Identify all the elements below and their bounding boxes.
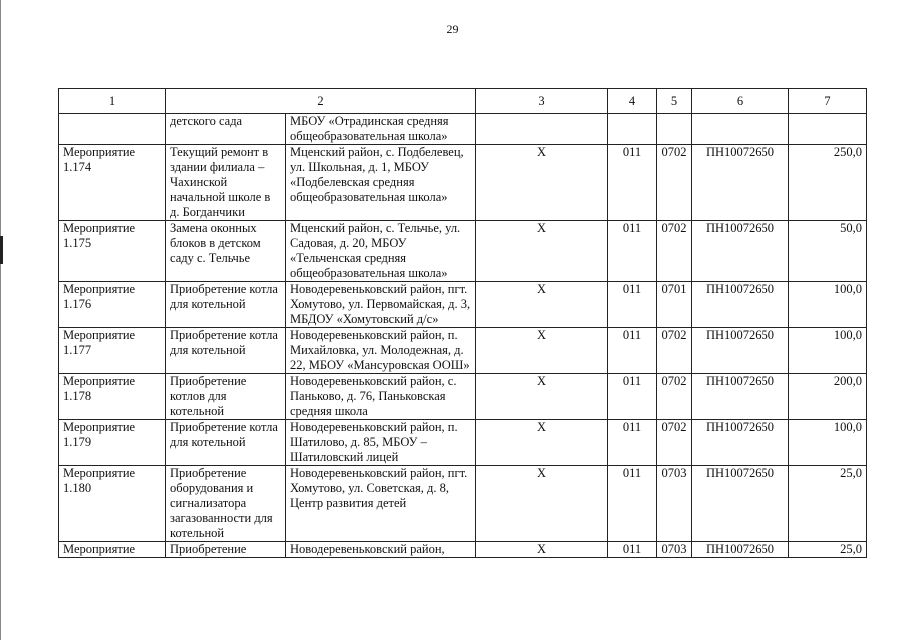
activity-name-cell: Приобретение котлов для котельной bbox=[166, 374, 286, 420]
col4-cell: 011 bbox=[608, 282, 657, 328]
header-col-4: 4 bbox=[608, 89, 657, 114]
amount-cell: 25,0 bbox=[789, 542, 867, 558]
activity-id-cell: Мероприятие 1.179 bbox=[59, 420, 166, 466]
continuation-cell-2a: детского сада bbox=[166, 114, 286, 145]
header-col-3: 3 bbox=[476, 89, 608, 114]
col4-cell: 011 bbox=[608, 221, 657, 282]
col5-cell: 0701 bbox=[657, 282, 692, 328]
activity-id-cell: Мероприятие bbox=[59, 542, 166, 558]
col5-cell: 0702 bbox=[657, 221, 692, 282]
col3-cell: X bbox=[476, 282, 608, 328]
amount-cell: 50,0 bbox=[789, 221, 867, 282]
header-col-7: 7 bbox=[789, 89, 867, 114]
table-row bbox=[59, 145, 867, 221]
activity-id-cell: Мероприятие 1.177 bbox=[59, 328, 166, 374]
col5-cell: 0702 bbox=[657, 374, 692, 420]
continuation-cell-4 bbox=[608, 114, 657, 145]
col6-cell: ПН10072650 bbox=[692, 145, 789, 221]
table-row bbox=[59, 420, 867, 466]
col3-cell: X bbox=[476, 328, 608, 374]
activity-address-cell: Новодеревеньковский район, пгт. Хомутово, ул. Первомайская, д. 3, МБДОУ «Хомутовский д/с» bbox=[286, 282, 476, 328]
header-col-5: 5 bbox=[657, 89, 692, 114]
activity-name-cell: Приобретение котла для котельной bbox=[166, 282, 286, 328]
continuation-cell-2b: МБОУ «Отрадинская средняя общеобразовательная школа» bbox=[286, 114, 476, 145]
activity-address-cell: Мценский район, с. Подбелевец, ул. Школьная, д. 1, МБОУ «Подбелевская средняя общеобразовательная школа» bbox=[286, 145, 476, 221]
activity-id-cell: Мероприятие 1.178 bbox=[59, 374, 166, 420]
continuation-cell-1 bbox=[59, 114, 166, 145]
col5-cell: 0702 bbox=[657, 328, 692, 374]
activity-address-cell: Новодеревеньковский район, п. Шатилово, д. 85, МБОУ – Шатиловский лицей bbox=[286, 420, 476, 466]
amount-cell: 100,0 bbox=[789, 420, 867, 466]
activity-id-cell: Мероприятие 1.176 bbox=[59, 282, 166, 328]
col4-cell: 011 bbox=[608, 328, 657, 374]
activity-name-cell: Приобретение котла для котельной bbox=[166, 328, 286, 374]
activity-address-cell: Новодеревеньковский район, пгт. Хомутово, ул. Советская, д. 8, Центр развития детей bbox=[286, 466, 476, 542]
col4-cell: 011 bbox=[608, 145, 657, 221]
activity-address-cell: Новодеревеньковский район, п. Михайловка, ул. Молодежная, д. 22, МБОУ «Мансуровская ООШ» bbox=[286, 328, 476, 374]
col6-cell: ПН10072650 bbox=[692, 466, 789, 542]
page-number: 29 bbox=[446, 22, 459, 36]
activity-address-cell: Новодеревеньковский район, с. Паньково, д. 76, Паньковская средняя школа bbox=[286, 374, 476, 420]
col5-cell: 0703 bbox=[657, 542, 692, 558]
header-row bbox=[59, 89, 867, 114]
activity-id-cell: Мероприятие 1.174 bbox=[59, 145, 166, 221]
continuation-row bbox=[59, 114, 867, 145]
continuation-cell-7 bbox=[789, 114, 867, 145]
activity-name-cell: Замена оконных блоков в детском саду с. Тельчье bbox=[166, 221, 286, 282]
activity-address-cell: Новодеревеньковский район, bbox=[286, 542, 476, 558]
col4-cell: 011 bbox=[608, 466, 657, 542]
amount-cell: 250,0 bbox=[789, 145, 867, 221]
amount-cell: 25,0 bbox=[789, 466, 867, 542]
col3-cell: X bbox=[476, 466, 608, 542]
col3-cell: X bbox=[476, 221, 608, 282]
col6-cell: ПН10072650 bbox=[692, 542, 789, 558]
col6-cell: ПН10072650 bbox=[692, 420, 789, 466]
continuation-cell-5 bbox=[657, 114, 692, 145]
col6-cell: ПН10072650 bbox=[692, 328, 789, 374]
continuation-cell-6 bbox=[692, 114, 789, 145]
col6-cell: ПН10072650 bbox=[692, 374, 789, 420]
header-col-6: 6 bbox=[692, 89, 789, 114]
amount-cell: 200,0 bbox=[789, 374, 867, 420]
header-col-2: 2 bbox=[166, 89, 476, 114]
col3-cell: X bbox=[476, 145, 608, 221]
table-row bbox=[59, 466, 867, 542]
scan-edge-line bbox=[0, 0, 1, 640]
table-row bbox=[59, 328, 867, 374]
activity-name-cell: Текущий ремонт в здании филиала – Чахинской начальной школе в д. Богданчики bbox=[166, 145, 286, 221]
table-row bbox=[59, 221, 867, 282]
amount-cell: 100,0 bbox=[789, 328, 867, 374]
col5-cell: 0702 bbox=[657, 420, 692, 466]
activities-table bbox=[58, 88, 867, 558]
activity-name-cell: Приобретение котла для котельной bbox=[166, 420, 286, 466]
activity-id-cell: Мероприятие 1.180 bbox=[59, 466, 166, 542]
continuation-cell-3 bbox=[476, 114, 608, 145]
col5-cell: 0703 bbox=[657, 466, 692, 542]
col3-cell: X bbox=[476, 542, 608, 558]
col5-cell: 0702 bbox=[657, 145, 692, 221]
activity-id-cell: Мероприятие 1.175 bbox=[59, 221, 166, 282]
table-row bbox=[59, 282, 867, 328]
col4-cell: 011 bbox=[608, 374, 657, 420]
activity-name-cell: Приобретение оборудования и сигнализатора загазованности для котельной bbox=[166, 466, 286, 542]
table-row bbox=[59, 542, 867, 558]
activity-name-cell: Приобретение bbox=[166, 542, 286, 558]
col3-cell: X bbox=[476, 374, 608, 420]
col6-cell: ПН10072650 bbox=[692, 221, 789, 282]
header-col-1: 1 bbox=[59, 89, 166, 114]
col6-cell: ПН10072650 bbox=[692, 282, 789, 328]
table-row bbox=[59, 374, 867, 420]
col4-cell: 011 bbox=[608, 542, 657, 558]
scan-edge-mark bbox=[0, 236, 3, 264]
amount-cell: 100,0 bbox=[789, 282, 867, 328]
activity-address-cell: Мценский район, с. Тельчье, ул. Садовая, д. 20, МБОУ «Тельченская средняя общеобразовательная школа» bbox=[286, 221, 476, 282]
col4-cell: 011 bbox=[608, 420, 657, 466]
col3-cell: X bbox=[476, 420, 608, 466]
